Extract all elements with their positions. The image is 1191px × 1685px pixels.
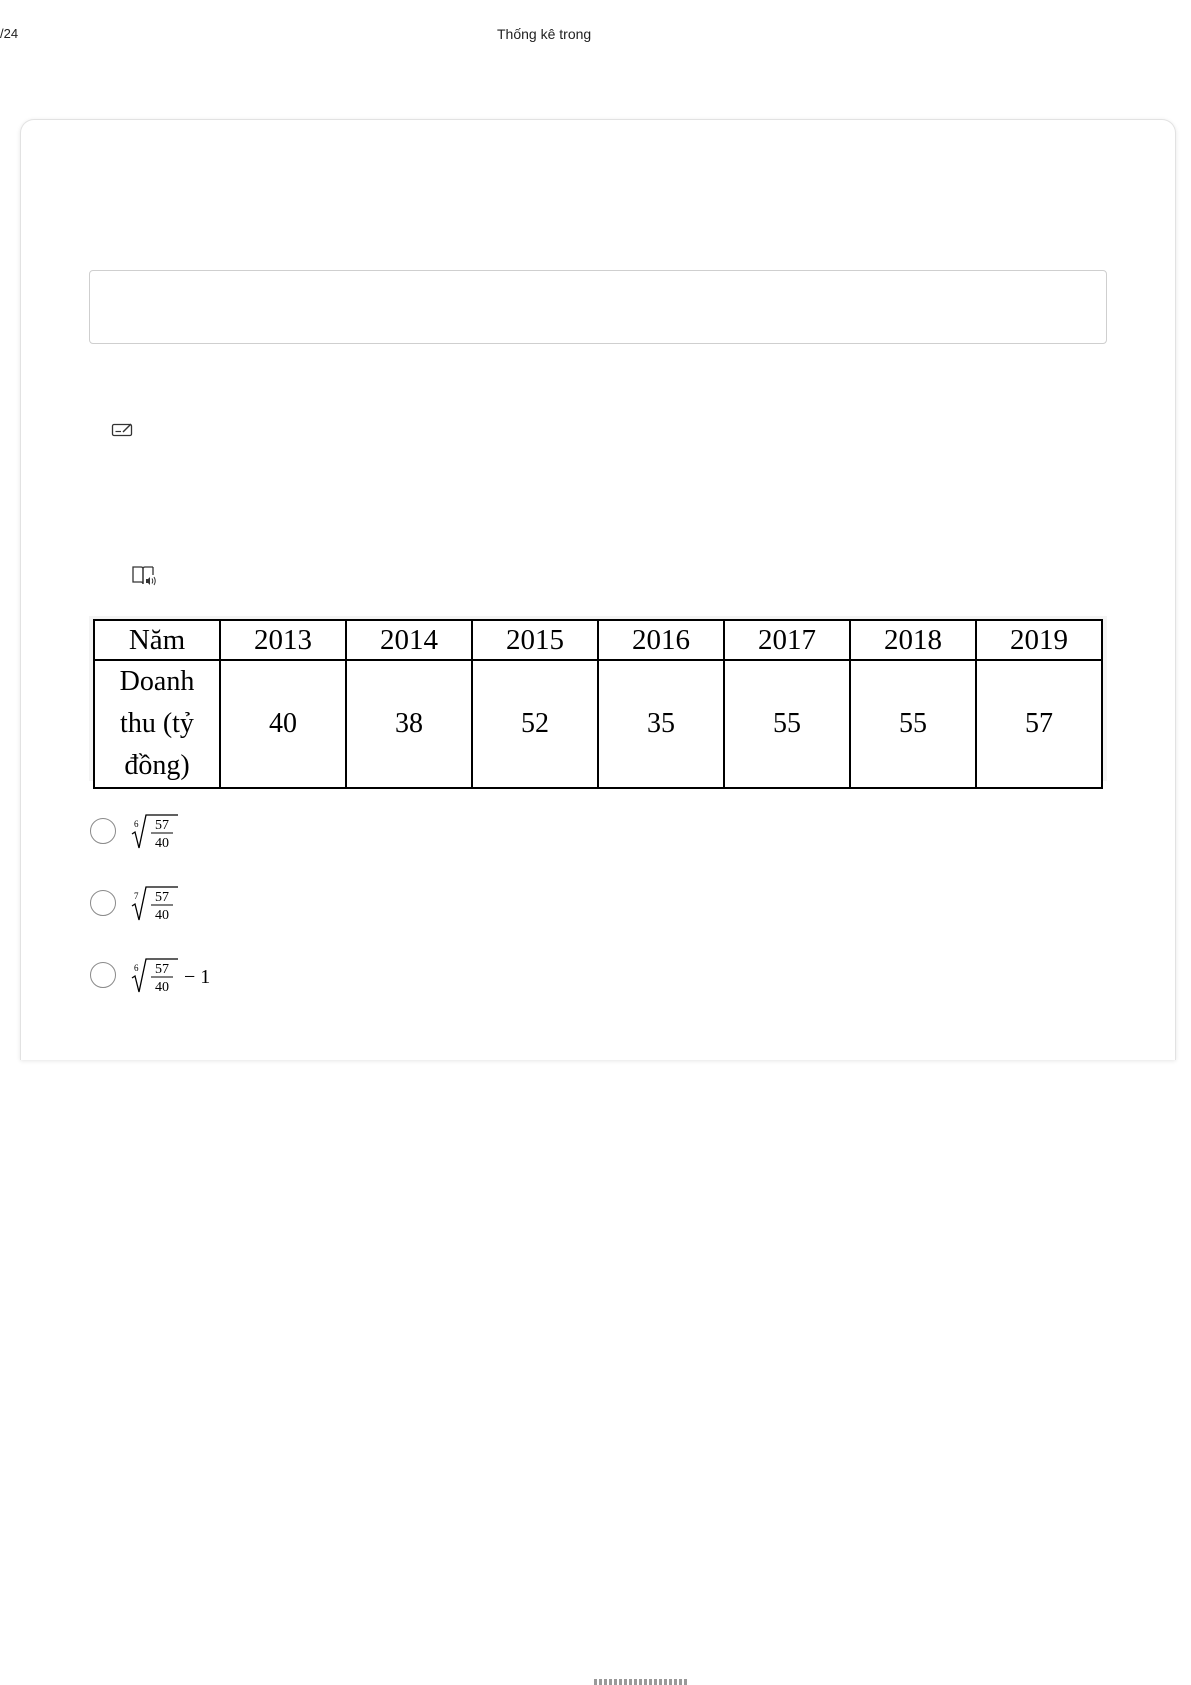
table-cell: 55	[724, 660, 850, 788]
row-label-line: thu (tỷ	[120, 708, 194, 739]
root-index: 7	[134, 891, 139, 901]
row-label-cell	[94, 660, 220, 788]
table-header-row	[94, 620, 1102, 660]
fraction-numerator: 57	[155, 890, 169, 905]
table-header-cell: Năm	[94, 620, 220, 660]
table-header-cell: 2014	[346, 620, 472, 660]
page-date: /24	[0, 26, 19, 41]
table-cell: 35	[598, 660, 724, 788]
revenue-table	[93, 619, 1103, 789]
edit-note-icon[interactable]	[111, 421, 135, 439]
immersive-reader-icon[interactable]	[131, 564, 157, 588]
root-index: 6	[134, 963, 139, 973]
table-header-cell: 2017	[724, 620, 850, 660]
table-row	[94, 660, 1102, 788]
answer-text-box[interactable]	[89, 270, 1107, 344]
math-suffix: − 1	[184, 966, 211, 988]
fraction-numerator: 57	[155, 962, 169, 977]
table-cell: 38	[346, 660, 472, 788]
radio-button[interactable]	[90, 890, 116, 916]
table-cell: 55	[850, 660, 976, 788]
fraction-denominator: 40	[155, 836, 169, 851]
table-header-cell: 2015	[472, 620, 598, 660]
page-title: Thống kê trong	[497, 26, 592, 42]
table-cell: 40	[220, 660, 346, 788]
page-edge-artifact	[594, 1679, 688, 1685]
root-index: 6	[134, 819, 139, 829]
option-math	[130, 882, 290, 928]
table-cell: 52	[472, 660, 598, 788]
option-c[interactable]	[88, 956, 388, 1002]
row-label-line: đồng)	[124, 750, 190, 781]
table-header-cell: 2019	[976, 620, 1102, 660]
option-math	[130, 810, 290, 856]
table-header-cell: 2016	[598, 620, 724, 660]
radio-button[interactable]	[90, 818, 116, 844]
fraction-denominator: 40	[155, 980, 169, 995]
row-label-line: Doanh	[119, 666, 195, 697]
option-b[interactable]	[88, 884, 388, 930]
table-header-cell: 2013	[220, 620, 346, 660]
fraction-numerator: 57	[155, 818, 169, 833]
revenue-table-image	[89, 616, 1107, 781]
radio-button[interactable]	[90, 962, 116, 988]
option-a[interactable]	[88, 812, 388, 858]
option-math	[130, 954, 290, 1000]
table-cell: 57	[976, 660, 1102, 788]
table-header-cell: 2018	[850, 620, 976, 660]
fraction-denominator: 40	[155, 908, 169, 923]
